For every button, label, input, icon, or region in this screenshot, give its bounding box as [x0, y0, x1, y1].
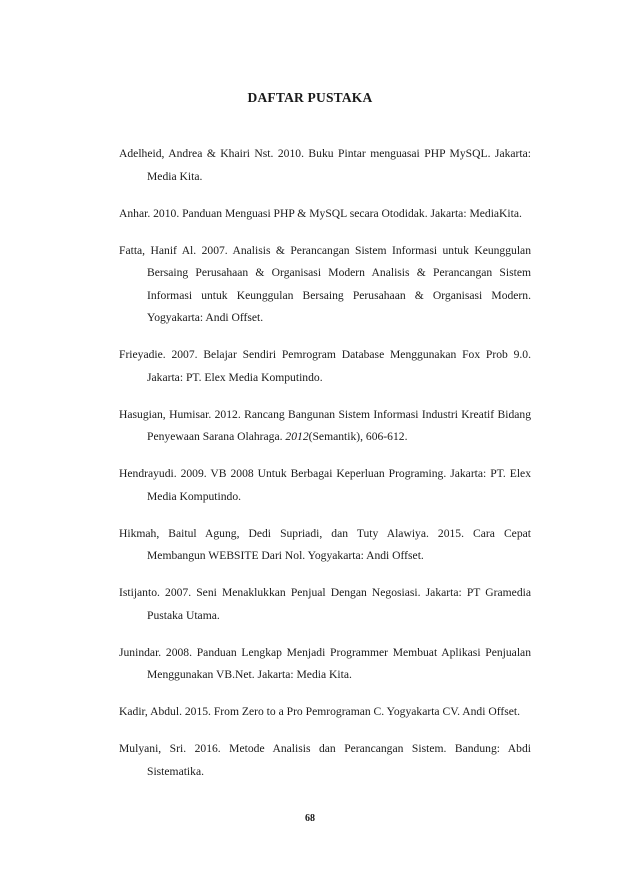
reference-item — [119, 143, 531, 188]
reference-item — [119, 344, 531, 389]
reference-item — [119, 642, 531, 687]
reference-text: Mulyani, Sri. 2016. Metode Analisis dan Perancangan Sistem. Bandung: Abdi Sistematika. — [119, 742, 531, 778]
reference-item — [119, 738, 531, 783]
reference-text: Frieyadie. 2007. Belajar Sendiri Pemrogram Database Menggunakan Fox Prob 9.0. Jakarta: PT. Elex Media Komputindo. — [119, 348, 531, 384]
reference-item — [119, 463, 531, 508]
reference-list — [119, 143, 531, 798]
page-number: 68 — [305, 813, 315, 824]
reference-text: Hasugian, Humisar. 2012. Rancang Bangunan Sistem Informasi Industri Kreatif Bidang Penyewaan Sarana Olahraga. — [119, 407, 531, 443]
reference-italic-text: 2012 — [285, 430, 309, 443]
reference-text: Hikmah, Baitul Agung, Dedi Supriadi, dan Tuty Alawiya. 2015. Cara Cepat Membangun WEBSITE Dari Nol. Yogyakarta: Andi Offset. — [119, 526, 531, 562]
reference-item — [119, 240, 531, 330]
reference-item — [119, 203, 531, 226]
reference-text: Istijanto. 2007. Seni Menaklukkan Penjual Dengan Negosiasi. Jakarta: PT Gramedia Pustaka Utama. — [119, 586, 531, 622]
reference-text: Junindar. 2008. Panduan Lengkap Menjadi Programmer Membuat Aplikasi Penjualan Menggunakan VB.Net. Jakarta: Media Kita. — [119, 645, 531, 681]
reference-text: Kadir, Abdul. 2015. From Zero to a Pro Pemrograman C. Yogyakarta CV. Andi Offset. — [119, 705, 520, 718]
reference-text: Anhar. 2010. Panduan Menguasi PHP & MySQL secara Otodidak. Jakarta: MediaKita. — [119, 206, 522, 220]
page-title: DAFTAR PUSTAKA — [247, 90, 373, 105]
reference-text: Adelheid, Andrea & Khairi Nst. 2010. Buku Pintar menguasai PHP MySQL. Jakarta: Media Kita. — [119, 147, 531, 183]
reference-item — [119, 523, 531, 568]
reference-item — [119, 701, 531, 724]
reference-text: Hendrayudi. 2009. VB 2008 Untuk Berbagai Keperluan Programing. Jakarta: PT. Elex Media Komputindo. — [119, 467, 531, 503]
reference-tail-text: (Semantik), 606-612. — [308, 430, 408, 443]
reference-text: Fatta, Hanif Al. 2007. Analisis & Perancangan Sistem Informasi untuk Keunggulan Bersaing Perusahaan & Organisasi Modern Analisis & Perancangan Sistem Informasi untuk Keunggulan Bersaing Perusahaan & Organisasi Modern. Yogyakarta: Andi Offset. — [119, 243, 531, 324]
reference-item — [119, 582, 531, 627]
reference-item — [119, 404, 531, 449]
